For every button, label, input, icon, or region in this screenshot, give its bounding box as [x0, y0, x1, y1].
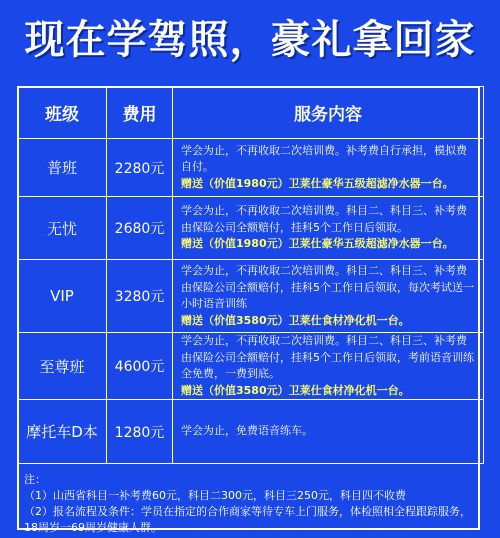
notes — [24, 472, 474, 536]
service-cell — [173, 197, 484, 260]
header-service: 服务内容 — [173, 87, 484, 139]
gift-text: 赠送（价值3580元）卫莱仕食材净化机一台。 — [181, 313, 410, 327]
class-price: 3280元 — [107, 260, 173, 333]
service-desc: 学会为止，免费语音练车。 — [181, 424, 313, 438]
class-name: VIP — [18, 260, 107, 333]
notes-title: 注： — [24, 473, 46, 486]
class-name: 摩托车D本 — [18, 400, 107, 464]
table-row — [18, 333, 484, 400]
header-price: 费用 — [107, 87, 173, 139]
class-price: 2280元 — [107, 139, 173, 197]
gift-text: 赠送（价值1980元）卫莱仕豪华五级超滤净水器一台。 — [181, 176, 454, 190]
service-desc: 学会为止，不再收取二次培训费。科目二、科目三、补考费由保险公司全额赔付，挂科5个工作日后领取。 — [181, 204, 467, 234]
service-cell — [173, 260, 484, 333]
headline: 现在学驾照，豪礼拿回家 — [24, 17, 476, 63]
gift-text: 赠送（价值1980元）卫莱仕豪华五级超滤净水器一台。 — [181, 237, 454, 251]
class-name: 至尊班 — [18, 333, 107, 400]
notes-line-1: （1）山西省科目一补考费60元，科目二300元，科目三250元，科目四不收费 — [24, 489, 406, 502]
class-price: 4600元 — [107, 333, 173, 400]
table-header-row — [18, 87, 484, 139]
class-name: 普班 — [18, 139, 107, 197]
class-price: 1280元 — [107, 400, 173, 464]
service-cell — [173, 139, 484, 197]
table-row — [18, 197, 484, 260]
service-cell — [173, 333, 484, 400]
notes-line-2: （2）报名流程及条件：学员在指定的合作商家等待专车上门服务，体检照相全程跟踪服务，18周岁一69周岁健康人群。 — [24, 505, 471, 534]
table-row — [18, 139, 484, 197]
gift-text: 赠送（价值3580元）卫莱仕食材净化机一台。 — [181, 383, 410, 397]
service-desc: 学会为止，不再收取二次培训费。补考费自行承担，模拟费自付。 — [181, 143, 467, 174]
service-cell — [173, 400, 484, 464]
service-desc: 学会为止，不再收取二次培训费。科目二、科目三、补考费由保险公司全额赔付，挂科5个工作日后领取，每次考试送一小时语音训练 — [181, 264, 474, 310]
class-name: 无忧 — [18, 197, 107, 260]
service-desc: 学会为止，不再收取二次培训费。科目二、科目三、补考费由保险公司全额赔付，挂科5个工作日后领取，考前语音训练全免费，一费到底。 — [181, 334, 474, 380]
header-class: 班级 — [18, 87, 107, 139]
class-price: 2680元 — [107, 197, 173, 260]
price-table — [17, 86, 484, 464]
table-row — [18, 260, 484, 333]
table-row — [18, 400, 484, 464]
